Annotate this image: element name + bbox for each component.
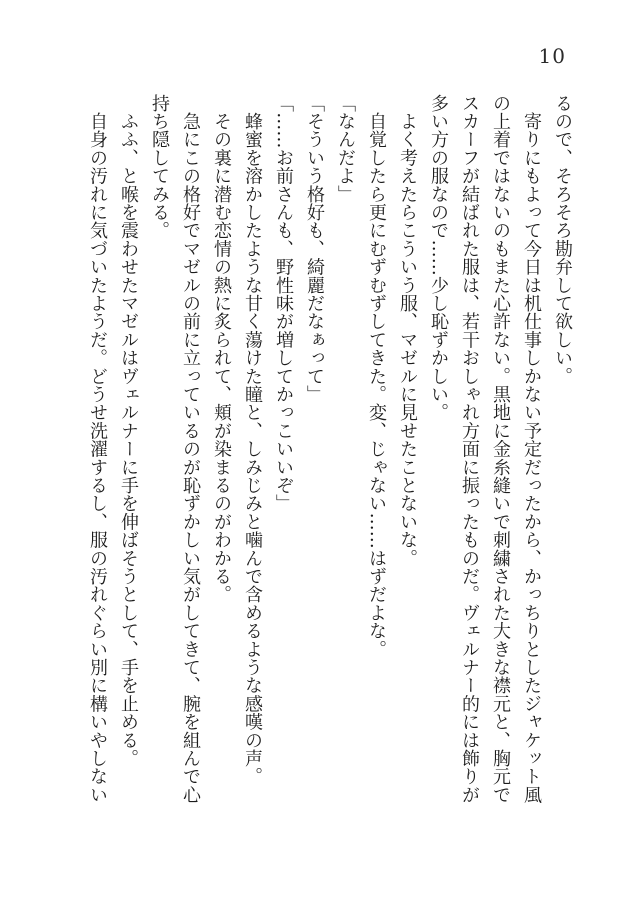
text-line: 多い方の服なので……少し恥ずかしい。 bbox=[428, 94, 449, 422]
text-line: 「そういう格好も、綺麗だなぁって」 bbox=[304, 94, 325, 404]
text-line: るので、そろそろ勘弁して欲しい。 bbox=[552, 94, 573, 386]
text-line: ふふ、と喉を震わせたマゼルはヴェルナーに手を伸ばそうとして、手を止める。 bbox=[118, 94, 139, 768]
text-line: よく考えたらこういう服、マゼルに見せたことないな。 bbox=[397, 94, 418, 568]
vertical-body-text bbox=[78, 94, 578, 834]
page-number: 10 bbox=[538, 44, 566, 68]
text-line: その裏に潜む恋情の熱に炙られて、頬が染まるのがわかる。 bbox=[211, 94, 232, 604]
text-line: 「なんだよ」 bbox=[335, 94, 356, 204]
text-line: 持ち隠してみる。 bbox=[149, 94, 170, 240]
text-line: の上着ではないのもまた心許ない。黒地に金糸縫いで刺繍された大きな襟元と、胸元で bbox=[490, 94, 511, 804]
text-line: 「……お前さんも、野性味が増してかっこいいぞ」 bbox=[273, 94, 294, 513]
text-line: 自身の汚れに気づいたようだ。どうせ洗濯するし、服の汚れぐらい別に構いやしない bbox=[87, 94, 108, 804]
text-line: スカーフが結ばれた服は、若干おしゃれ方面に振ったものだ。ヴェルナー的には飾りが bbox=[459, 94, 480, 804]
text-line: 急にこの格好でマゼルの前に立っているのが恥ずかしい気がしてきて、腕を組んで心 bbox=[180, 94, 201, 804]
text-line: 蜂蜜を溶かしたような甘く蕩けた瞳と、しみじみと噛んで含めるような感嘆の声。 bbox=[242, 94, 263, 786]
text-line: 自覚したら更にむずむずしてきた。変、じゃない……はずだよな。 bbox=[366, 94, 387, 659]
text-line: 寄りにもよって今日は机仕事しかない予定だったから、かっちりとしたジャケット風 bbox=[521, 94, 542, 804]
